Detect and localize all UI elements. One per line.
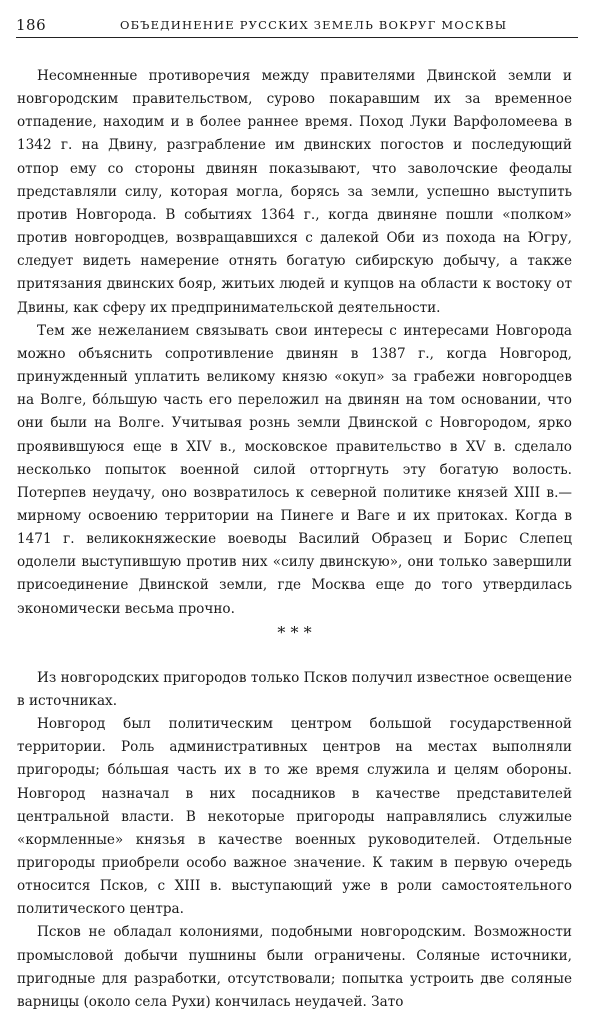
paragraph: Тем же нежеланием связывать свои интересы с интересами Новгорода можно объяснить сопротивление двинян в 1387 г., когда Новгород, принужденный уплатить великому князю «окуп» за грабежи новгородцев на Волге, бо́льшую часть его переложил на двинян на том основании, что они были на Волге. Учитывая рознь земли Двинской с Новгородом, ярко проявившуюся еще в XIV в., московское правительство в XV в. сделало несколько попыток военной силой отторгнуть эту богатую волость. Потерпев неудачу, оно возвратилось к северной политике князей XIII в.— мирному освоению территории на Пинеге и Ваге и их притоках. Когда в 1471 г. великокняжеские воеводы Василий Образец и Борис Слепец одолели выступившую против них «силу двинскую», они только завершили присоединение Двинской земли, где Москва еще до того утвердилась экономически весьма прочно. xyxy=(17,322,572,617)
section-separator xyxy=(17,621,572,667)
page-number: 186 xyxy=(16,16,47,34)
running-header xyxy=(16,15,578,38)
paragraph: Псков не обладал колониями, подобными новгородским. Возможности промысловой добычи пушнины были ограничены. Соляные источники, пригодные для разработки, отсутствовали; попытка устроить две соляные варницы (около села Рухи) кончилась неудачей. Зато xyxy=(17,924,572,1010)
body-text xyxy=(17,65,572,1014)
separator-asterisks: * * * xyxy=(277,622,312,642)
running-title: ОБЪЕДИНЕНИЕ РУССКИХ ЗЕМЕЛЬ ВОКРУГ МОСКВЫ xyxy=(120,18,508,32)
paragraph: Новгород был политическим центром большой государственной территории. Роль административных центров на местах выполняли пригороды; бо́льшая часть их в то же время служила и целям обороны. Новгород назначал в них посадников в качестве представителей центральной власти. В некоторые пригороды направлялись служилые «кормленные» князья в качестве военных руководителей. Отдельные пригороды приобрели особо важное значение. К таким в первую очередь относится Псков, с XIII в. выступающий уже в роли самостоятельного политического центра. xyxy=(17,716,572,918)
paragraph: Из новгородских пригородов только Псков получил известное освещение в источниках. xyxy=(17,669,572,709)
paragraph: Несомненные противоречия между правителями Двинской земли и новгородским правительством, сурово покаравшим их за временное отпадение, находим и в более раннее время. Поход Луки Варфоломеева в 1342 г. на Двину, разграбление им двинских погостов и последующий отпор ему со стороны двинян показывают, что заволочские феодалы представляли силу, которая могла, борясь за земли, успешно выступить против Новгорода. В событиях 1364 г., когда двиняне пошли «полком» против новгородцев, возвращавшихся с далекой Оби из похода на Югру, следует видеть намерение отнять богатую сибирскую добычу, а также притязания двинских бояр, житьих людей и купцов на области к востоку от Двины, как сферу их предпринимательской деятельности. xyxy=(17,68,572,316)
